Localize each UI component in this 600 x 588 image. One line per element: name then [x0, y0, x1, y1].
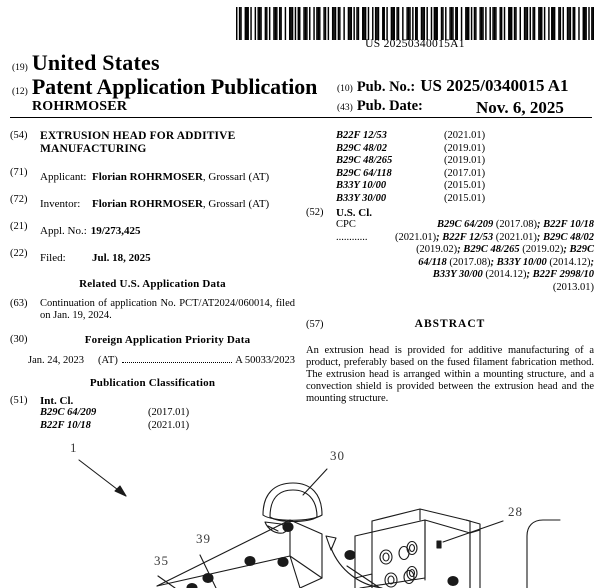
cpc-version: (2021.01): [495, 231, 537, 243]
patent-figure: [0, 438, 600, 588]
cpc-version: (2017.08): [449, 256, 491, 268]
related-application-data-heading: Related U.S. Application Data: [79, 278, 226, 290]
screw-icon: [283, 523, 293, 532]
barcode-bar: [481, 7, 482, 40]
barcode-bar: [465, 7, 466, 40]
applicant-location: , Grossarl (AT): [202, 171, 270, 183]
cpc-line: [378, 219, 594, 232]
barcode-bar: [544, 7, 545, 40]
reference-numeral: 1: [70, 440, 78, 455]
bolt-hole-inner: [410, 570, 415, 577]
barcode-bar: [313, 7, 314, 40]
cpc-version: (2013.01): [552, 281, 594, 293]
publication-number-value: US 2025/0340015 A1: [420, 76, 569, 95]
publication-classification-heading: Publication Classification: [89, 377, 216, 389]
barcode-bar: [527, 7, 528, 40]
inner-curve: [331, 548, 382, 588]
body-front-edge: [290, 520, 322, 578]
barcode-bar: [540, 7, 541, 40]
cpc-code: B33Y 30/00: [432, 269, 486, 280]
inid-51: (51): [10, 395, 28, 406]
barcode-bar: [504, 7, 505, 40]
barcode-bar: [573, 7, 574, 40]
barcode-bars: [236, 7, 594, 40]
barcode-bar: [276, 7, 277, 40]
barcode-bar: [319, 7, 320, 40]
barcode-bar: [406, 7, 407, 40]
int-cl-version: (2019.01): [444, 142, 486, 154]
cpc-code: ; B33Y 10/00: [490, 256, 550, 268]
barcode-bar: [323, 7, 324, 40]
int-cl-code: B22F 10/18: [40, 419, 91, 431]
cpc-code: ; B22F 10/18: [537, 219, 594, 230]
cpc-line: [378, 232, 594, 245]
barcode-bar: [383, 7, 384, 40]
barcode-bar: [520, 7, 521, 40]
header-divider: [10, 117, 592, 118]
barcode-bar: [554, 7, 555, 40]
int-cl-version: (2021.01): [148, 419, 190, 431]
cpc-code: ; B22F 2998/10: [526, 269, 594, 280]
int-cl-continued-list: [306, 130, 594, 205]
reference-numeral: 28: [508, 504, 523, 519]
barcode-bar: [467, 7, 468, 40]
cpc-code: ;: [590, 256, 594, 268]
barcode-bar: [351, 7, 352, 40]
barcode-bar: [479, 7, 480, 40]
barcode-bar: [363, 7, 364, 40]
barcode-bar: [591, 7, 592, 40]
applicant-label: Applicant:: [40, 171, 87, 183]
barcode-bar: [265, 7, 266, 40]
barcode-bar: [325, 7, 326, 40]
foreign-priority-country: (AT): [98, 355, 118, 366]
screw-icon: [278, 558, 288, 567]
cpc-key: CPC ............: [336, 219, 368, 243]
barcode-bar: [452, 7, 453, 40]
inventor-label: Inventor:: [40, 198, 81, 210]
barcode-bar: [275, 7, 276, 40]
barcode-bar: [335, 7, 336, 40]
barcode-bar: [316, 7, 317, 40]
barcode-bar: [343, 7, 344, 40]
barcode-bar: [247, 7, 248, 40]
cpc-version: (2019.02): [416, 244, 458, 255]
cpc-code: ; B29C 48/02: [536, 231, 594, 243]
foreign-priority-date: Jan. 24, 2023: [28, 355, 84, 366]
inid-71: (71): [10, 167, 28, 178]
cpc-version: (2019.02): [522, 244, 564, 255]
barcode-bar: [422, 7, 423, 40]
int-cl-version: (2015.01): [444, 192, 486, 204]
barcode-bar: [560, 7, 561, 40]
barcode-bar: [353, 7, 354, 40]
int-cl-entry: [336, 155, 594, 168]
cpc-code: ; B29C 48/265: [457, 244, 523, 255]
barcode-bar: [333, 7, 334, 40]
publication-date-line: [337, 98, 564, 117]
inid-72: (72): [10, 194, 28, 205]
inid-57: (57): [306, 319, 324, 330]
inid-43: (43): [337, 103, 353, 113]
barcode-bar: [501, 7, 502, 40]
barcode-bar: [510, 7, 511, 40]
application-number-label: Appl. No.:: [40, 225, 87, 237]
shield-outer-arc: [263, 483, 322, 515]
barcode-bar: [328, 7, 329, 40]
body-side-edge: [290, 556, 300, 588]
barcode-bar: [485, 7, 486, 40]
barcode-bar: [236, 7, 237, 40]
barcode-bar: [441, 7, 442, 40]
screw-icon: [345, 551, 355, 560]
barcode-bar: [365, 7, 366, 40]
barcode-bar: [585, 7, 586, 40]
barcode-bar: [588, 7, 589, 40]
barcode-bar: [426, 7, 427, 40]
filing-date-value: Jul. 18, 2025: [92, 252, 151, 264]
inid-10: (10): [337, 84, 353, 94]
barcode-bar: [421, 7, 422, 40]
int-cl-version: (2021.01): [444, 130, 486, 141]
int-cl-entry: [336, 180, 594, 193]
barcode-bar: [532, 7, 533, 40]
mount-tab: [437, 541, 441, 548]
barcode-bar: [348, 7, 349, 40]
barcode-bar: [525, 7, 526, 40]
barcode-bar: [471, 7, 472, 40]
dot-leader: [122, 356, 232, 363]
barcode-bar: [455, 7, 456, 40]
abstract-heading-row: [306, 318, 594, 330]
cpc-value-lines: [378, 219, 594, 294]
barcode-bar: [292, 7, 293, 40]
barcode-bar: [567, 7, 568, 40]
barcode-bar: [362, 7, 363, 40]
barcode-bar: [396, 7, 397, 40]
barcode-bar: [240, 7, 241, 40]
cpc-line: [378, 269, 594, 282]
barcode-bar: [551, 7, 552, 40]
barcode-bar: [372, 7, 373, 40]
lead-arrowhead-1: [115, 486, 126, 496]
barcode-bar: [449, 7, 450, 40]
barcode-bar: [474, 7, 475, 40]
int-cl-code: B33Y 30/00: [336, 192, 387, 204]
int-cl-code: B29C 48/265: [336, 155, 393, 166]
bolt-hole-inner: [410, 545, 415, 552]
int-cl-code: B29C 48/02: [336, 142, 388, 154]
barcode-bar: [574, 7, 575, 40]
barcode-bar: [368, 7, 369, 40]
inid-12: (12): [12, 87, 28, 97]
barcode-bar: [394, 7, 395, 40]
publication-number-line: [337, 76, 569, 96]
barcode-bar: [538, 7, 539, 40]
publication-number-label: Pub. No.:: [356, 79, 416, 95]
cpc-code: ; B29C: [563, 244, 594, 255]
barcode-bar: [409, 7, 410, 40]
barcode-bar: [495, 7, 496, 40]
barcode-bar: [391, 7, 392, 40]
patent-figure-svg: [0, 438, 600, 588]
barcode-bar: [338, 7, 339, 40]
barcode-bar: [415, 7, 416, 40]
barcode-bar: [269, 7, 270, 40]
invention-title: EXTRUSION HEAD FOR ADDITIVE MANUFACTURING: [40, 130, 236, 155]
barcode-bar: [339, 7, 340, 40]
barcode-bar: [541, 7, 542, 40]
barcode-bar: [266, 7, 267, 40]
int-cl-version: (2017.01): [148, 407, 190, 418]
barcode-bar: [303, 7, 304, 40]
inid-19: (19): [12, 63, 28, 73]
barcode-bar: [408, 7, 409, 40]
barcode-bar: [298, 7, 299, 40]
barcode-bar: [358, 7, 359, 40]
barcode-bar: [451, 7, 452, 40]
barcode-bar: [402, 7, 403, 40]
foreign-priority-heading: Foreign Application Priority Data: [84, 334, 251, 346]
inventor-name: Florian ROHRMOSER: [92, 198, 203, 210]
barcode-bar: [285, 7, 286, 40]
shield-inner-arc: [270, 490, 317, 517]
barcode-bar: [273, 7, 274, 40]
publication-date-label: Pub. Date:: [356, 98, 423, 114]
mount-right-face: [425, 520, 470, 588]
publication-date-value: Nov. 6, 2025: [476, 98, 564, 117]
cpc-code: B29C 64/209: [436, 219, 496, 230]
barcode-bar: [424, 7, 425, 40]
barcode-bar: [246, 7, 247, 40]
barcode-bar: [255, 7, 256, 40]
inid-21: (21): [10, 221, 28, 232]
enclosure-arc: [527, 520, 543, 588]
barcode-bar: [494, 7, 495, 40]
cpc-block: [336, 219, 594, 294]
barcode-bar: [468, 7, 469, 40]
figure-linework: [79, 460, 560, 588]
right-column: [306, 130, 594, 405]
barcode-bar: [570, 7, 571, 40]
cpc-version: (2021.01): [394, 231, 437, 243]
document-type-line: [12, 74, 317, 100]
barcode-bar: [398, 7, 399, 40]
foreign-priority-heading-row: [10, 334, 295, 346]
barcode-bar: [356, 7, 357, 40]
bolt-hole: [407, 567, 417, 580]
int-cl-code: B29C 64/209: [40, 407, 97, 418]
int-cl-entry: [40, 407, 295, 420]
barcode-bar: [392, 7, 393, 40]
cpc-code: ; B22F 12/53: [436, 231, 496, 243]
int-cl-entry: [336, 168, 594, 181]
country-line: [12, 50, 160, 76]
applicant-name: Florian ROHRMOSER: [92, 171, 203, 183]
barcode-icon: [236, 7, 594, 40]
int-cl-entry: [336, 130, 594, 143]
int-cl-version: (2015.01): [444, 180, 486, 191]
barcode-bar: [260, 7, 261, 40]
inid-54: (54): [10, 130, 28, 141]
barcode-bar: [436, 7, 437, 40]
cpc-version: (2014.12): [485, 269, 527, 280]
int-cl-entry: [336, 193, 594, 206]
barcode-bar: [435, 7, 436, 40]
barcode-bar: [318, 7, 319, 40]
int-cl-version: (2017.01): [444, 167, 486, 179]
applicant-surname: ROHRMOSER: [32, 99, 128, 114]
int-cl-code: B22F 12/53: [336, 130, 387, 141]
barcode-bar: [461, 7, 462, 40]
inner-brace: [347, 566, 380, 588]
document-type: Patent Application Publication: [31, 74, 318, 99]
screw-icon: [203, 574, 213, 583]
barcode-bar: [386, 7, 387, 40]
screw-icon: [187, 584, 197, 588]
related-application-text: Continuation of application No. PCT/AT2024/060014, filed on Jan. 19, 2024.: [40, 298, 295, 321]
screw-icon: [448, 577, 458, 586]
reference-numeral: 35: [154, 553, 169, 568]
country-name: United States: [31, 50, 160, 75]
cpc-code: 64/118: [418, 256, 450, 268]
cpc-version: (2014.12): [549, 256, 591, 268]
application-number-value: 19/273,425: [90, 225, 141, 237]
inid-52: (52): [306, 207, 324, 218]
barcode-bar: [514, 7, 515, 40]
int-cl-version: (2019.01): [444, 155, 486, 166]
int-cl-entry: [40, 420, 295, 433]
barcode-number: US 20250340015A1: [365, 38, 465, 50]
bolt-hole: [385, 573, 397, 587]
barcode-bar: [305, 7, 306, 40]
barcode-bar: [239, 7, 240, 40]
barcode-bar: [534, 7, 535, 40]
abstract-text: An extrusion head is provided for additive manufacturing of a product, preferably based on the fused filament fabrication method. The extrusion head is arranged within a mounting structure, and a convection shield is provided between the extrusion head and the mounting structure.: [306, 345, 594, 404]
cpc-line: [378, 244, 594, 257]
barcode-bar: [583, 7, 584, 40]
barcode-bar: [375, 7, 376, 40]
barcode-bar: [482, 7, 483, 40]
barcode-bar: [442, 7, 443, 40]
int-cl-code: B29C 64/118: [336, 167, 392, 179]
barcode-bar: [558, 7, 559, 40]
filing-date-row: [10, 248, 295, 266]
barcode-bar: [457, 7, 458, 40]
application-number-row: [10, 221, 295, 239]
us-cl-label: U.S. Cl.: [336, 207, 373, 219]
reference-numeral: 30: [330, 448, 345, 463]
barcode-bar: [511, 7, 512, 40]
barcode-bar: [568, 7, 569, 40]
barcode-bar: [412, 7, 413, 40]
barcode-bar: [475, 7, 476, 40]
bolt-hole-inner: [383, 553, 389, 561]
bolt-hole: [380, 550, 392, 564]
barcode-bar: [309, 7, 310, 40]
int-cl-code: B33Y 10/00: [336, 180, 387, 191]
body-lower-edge: [157, 556, 290, 586]
inid-22: (22): [10, 248, 28, 259]
barcode-bar: [349, 7, 350, 40]
barcode-bar: [508, 7, 509, 40]
barcode-bar: [289, 7, 290, 40]
foreign-priority-number: A 50033/2023: [235, 355, 295, 366]
cpc-line: [378, 257, 594, 270]
barcode-bar: [299, 7, 300, 40]
barcode-bar: [332, 7, 333, 40]
barcode-bar: [515, 7, 516, 40]
barcode-bar: [584, 7, 585, 40]
int-cl-row: [10, 395, 295, 432]
screw-icon: [245, 557, 255, 566]
barcode-bar: [378, 7, 379, 40]
filing-date-label: Filed:: [40, 252, 66, 264]
lead-line-28: [443, 521, 503, 542]
barcode-bar: [562, 7, 563, 40]
barcode-bar: [376, 7, 377, 40]
int-cl-entry: [336, 143, 594, 156]
us-cl-row: [306, 207, 594, 294]
lead-line-30: [303, 469, 327, 495]
barcode-bar: [250, 7, 251, 40]
left-column: [10, 130, 295, 432]
barcode-bar: [245, 7, 246, 40]
barcode-bar: [434, 7, 435, 40]
cpc-line: [378, 282, 594, 295]
barcode-bar: [295, 7, 296, 40]
barcode-bar: [530, 7, 531, 40]
int-cl-entry-list: [40, 407, 295, 432]
barcode-bar: [578, 7, 579, 40]
barcode-bar: [280, 7, 281, 40]
applicant-row: [10, 167, 295, 185]
barcode-bar: [524, 7, 525, 40]
barcode-bar: [499, 7, 500, 40]
related-application-row: [10, 298, 295, 322]
barcode-bar: [257, 7, 258, 40]
barcode-bar: [445, 7, 446, 40]
inventor-row: [10, 194, 295, 212]
barcode-bar: [492, 7, 493, 40]
barcode-bar: [431, 7, 432, 40]
barcode-bar: [382, 7, 383, 40]
barcode-bar: [306, 7, 307, 40]
invention-title-row: [10, 130, 295, 156]
int-cl-label: Int. Cl.: [40, 395, 74, 407]
inventor-location: , Grossarl (AT): [202, 198, 270, 210]
inid-30: (30): [10, 334, 28, 345]
reference-numeral-group: [70, 440, 523, 568]
bolt-hole: [407, 542, 417, 555]
barcode-bar: [489, 7, 490, 40]
inid-63: (63): [10, 298, 28, 309]
barcode-bar: [416, 7, 417, 40]
barcode-bar: [548, 7, 549, 40]
barcode-bar: [290, 7, 291, 40]
barcode-bar: [593, 7, 594, 40]
foreign-priority-entry: [10, 355, 295, 366]
abstract-heading: ABSTRACT: [414, 318, 486, 330]
barcode-bar: [279, 7, 280, 40]
reference-numeral: 39: [196, 531, 211, 546]
cpc-version: (2017.08): [495, 219, 538, 230]
barcode-bar: [259, 7, 260, 40]
barcode-bar: [552, 7, 553, 40]
